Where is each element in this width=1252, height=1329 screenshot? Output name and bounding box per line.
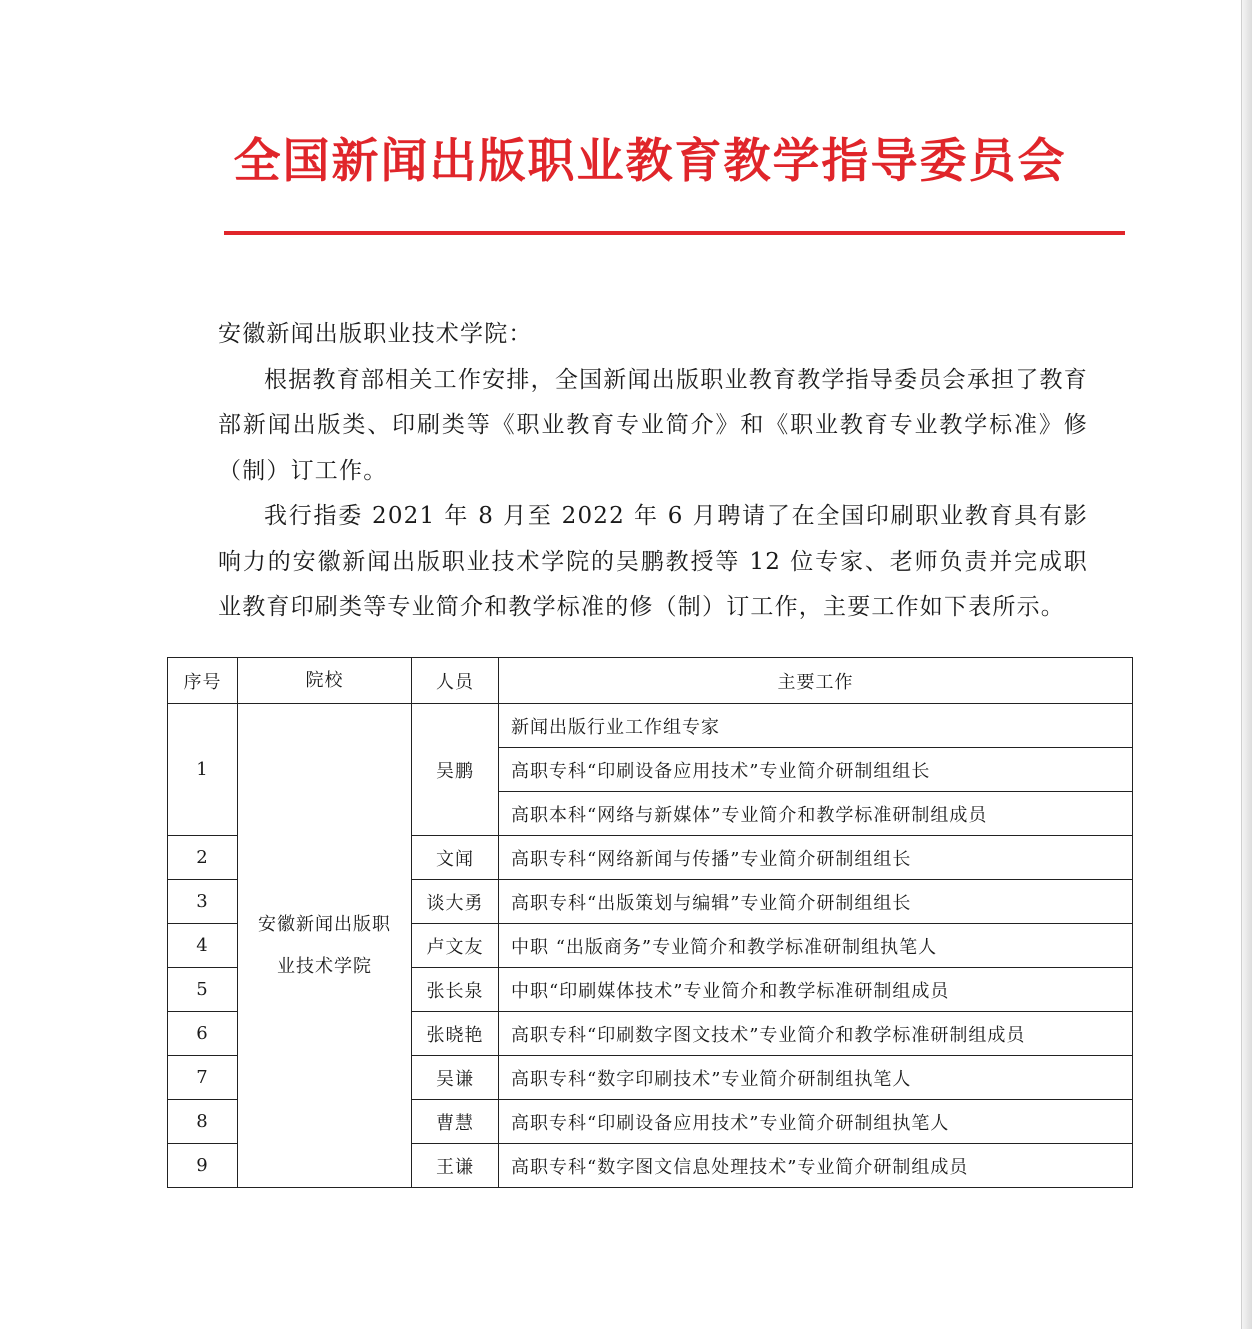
letterhead-rule <box>224 231 1125 235</box>
header-person: 人员 <box>412 658 499 704</box>
row-work: 高职专科“印刷设备应用技术”专业简介研制组组长 <box>499 748 1133 792</box>
paragraph-2: 我行指委 2021 年 8 月至 2022 年 6 月聘请了在全国印刷职业教育具有影响力的安徽新闻出版职业技术学院的吴鹏教授等 12 位专家、老师负责并完成职业教育印刷类等专业简介和教学标准的修（制）订工作，主要工作如下表所示。 <box>218 503 1088 620</box>
row-no: 3 <box>168 880 238 924</box>
row-no: 8 <box>168 1100 238 1144</box>
header-school: 院校 <box>238 658 412 704</box>
row-work: 高职专科“数字图文信息处理技术”专业简介研制组成员 <box>499 1144 1133 1188</box>
table-row <box>168 704 1133 748</box>
header-work: 主要工作 <box>499 658 1133 704</box>
row-work: 高职专科“印刷设备应用技术”专业简介研制组执笔人 <box>499 1100 1133 1144</box>
row-no: 7 <box>168 1056 238 1100</box>
header-no: 序号 <box>168 658 238 704</box>
row-person: 谈大勇 <box>412 880 499 924</box>
row-work: 新闻出版行业工作组专家 <box>499 704 1133 748</box>
letterhead-title: 全国新闻出版职业教育教学指导委员会 <box>233 134 1067 189</box>
row-work: 高职专科“网络新闻与传播”专业简介研制组组长 <box>499 836 1133 880</box>
row-work: 高职专科“数字印刷技术”专业简介研制组执笔人 <box>499 1056 1133 1100</box>
paragraph-1: 根据教育部相关工作安排，全国新闻出版职业教育教学指导委员会承担了教育部新闻出版类、印刷类等《职业教育专业简介》和《职业教育专业教学标准》修（制）订工作。 <box>218 366 1088 484</box>
school-line-2: 业技术学院 <box>277 955 372 977</box>
row-work: 高职专科“出版策划与编辑”专业简介研制组组长 <box>499 880 1133 924</box>
row-person: 吴鹏 <box>412 704 499 836</box>
row-work: 中职 “出版商务”专业简介和教学标准研制组执笔人 <box>499 924 1133 968</box>
row-person: 张晓艳 <box>412 1012 499 1056</box>
table-header-row <box>168 658 1133 704</box>
row-work: 中职“印刷媒体技术”专业简介和教学标准研制组成员 <box>499 968 1133 1012</box>
row-person: 文闻 <box>412 836 499 880</box>
row-no: 9 <box>168 1144 238 1188</box>
row-work: 高职本科“网络与新媒体”专业简介和教学标准研制组成员 <box>499 792 1133 836</box>
letter-body <box>218 312 1088 631</box>
row-person: 曹慧 <box>412 1100 499 1144</box>
row-no: 1 <box>168 704 238 836</box>
row-no: 4 <box>168 924 238 968</box>
school-line-1: 安徽新闻出版职 <box>258 913 391 935</box>
school-cell <box>238 704 412 1188</box>
row-no: 2 <box>168 836 238 880</box>
staff-work-table <box>167 657 1133 1188</box>
row-person: 卢文友 <box>412 924 499 968</box>
row-no: 5 <box>168 968 238 1012</box>
row-person: 吴谦 <box>412 1056 499 1100</box>
row-no: 6 <box>168 1012 238 1056</box>
salutation: 安徽新闻出版职业技术学院： <box>218 321 533 347</box>
row-person: 张长泉 <box>412 968 499 1012</box>
row-person: 王谦 <box>412 1144 499 1188</box>
page-edge <box>1241 0 1252 1329</box>
row-work: 高职专科“印刷数字图文技术”专业简介和教学标准研制组成员 <box>499 1012 1133 1056</box>
